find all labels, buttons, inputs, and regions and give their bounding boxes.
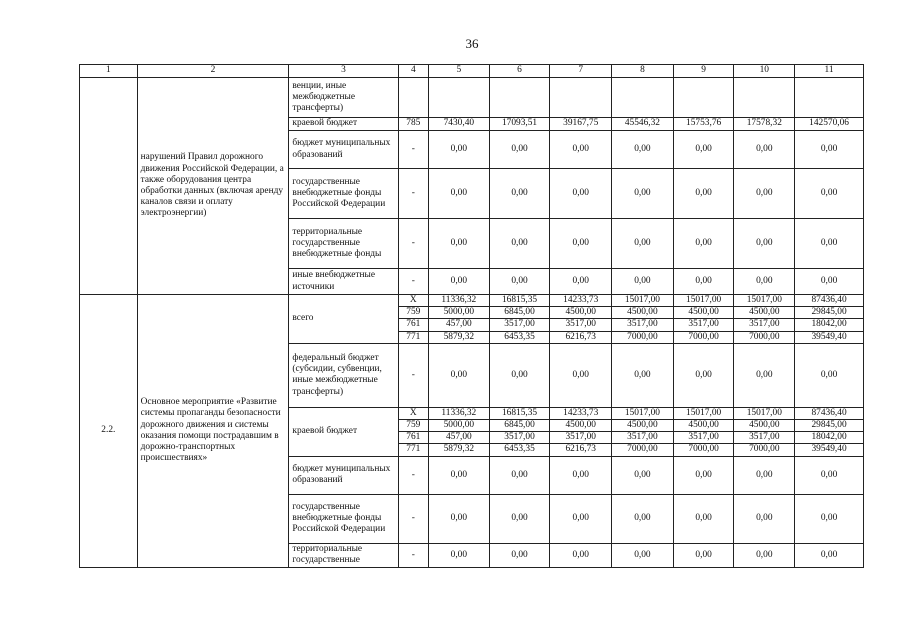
value-cell: 87436,40 [795, 407, 864, 419]
column-number: 11 [795, 65, 864, 78]
value-cell: 6845,00 [489, 420, 550, 432]
funding-source: государственные внебюджетные фонды Российской Федерации [289, 494, 398, 543]
funding-source: иные внебюджетные источники [289, 269, 398, 295]
column-number: 3 [289, 65, 398, 78]
value-cell: 15753,76 [673, 118, 734, 131]
item-description: Основное мероприятие «Развитие системы пропаганды безопасности дорожного движения и системы оказания помощи пострадавшим в дорожно-транспортных происшествиях» [137, 295, 289, 568]
value-cell: 0,00 [734, 269, 795, 295]
value-cell [428, 78, 489, 118]
value-cell: 0,00 [612, 269, 674, 295]
value-cell: 0,00 [734, 343, 795, 407]
value-cell [550, 78, 612, 118]
table-row [80, 295, 864, 307]
value-cell: 0,00 [734, 456, 795, 494]
value-cell: 0,00 [795, 456, 864, 494]
value-cell: 0,00 [734, 219, 795, 269]
value-cell: 0,00 [550, 543, 612, 567]
budget-code: - [398, 494, 428, 543]
budget-code: 771 [398, 444, 428, 456]
value-cell: 3517,00 [489, 432, 550, 444]
value-cell: 0,00 [612, 494, 674, 543]
budget-code: 759 [398, 307, 428, 319]
value-cell: 16815,35 [489, 407, 550, 419]
value-cell: 0,00 [550, 169, 612, 219]
value-cell: 4500,00 [612, 420, 674, 432]
value-cell: 0,00 [428, 494, 489, 543]
budget-code: - [398, 219, 428, 269]
value-cell: 15017,00 [673, 295, 734, 307]
value-cell: 7430,40 [428, 118, 489, 131]
value-cell: 7000,00 [612, 444, 674, 456]
value-cell: 0,00 [428, 543, 489, 567]
value-cell: 6453,35 [489, 331, 550, 343]
value-cell: 0,00 [550, 269, 612, 295]
value-cell: 4500,00 [550, 420, 612, 432]
value-cell [489, 78, 550, 118]
value-cell: 11336,32 [428, 407, 489, 419]
value-cell: 0,00 [795, 269, 864, 295]
value-cell: 29845,00 [795, 307, 864, 319]
funding-source: бюджет муниципальных образований [289, 131, 398, 169]
value-cell: 5000,00 [428, 307, 489, 319]
value-cell: 0,00 [612, 543, 674, 567]
item-description: нарушений Правил дорожного движения Российской Федерации, а также оборудования центра обработки данных (включая аренду каналов связи и оплату электроэнергии) [137, 78, 289, 295]
value-cell: 87436,40 [795, 295, 864, 307]
value-cell: 0,00 [489, 269, 550, 295]
value-cell: 3517,00 [550, 432, 612, 444]
value-cell: 11336,32 [428, 295, 489, 307]
column-number: 2 [137, 65, 289, 78]
value-cell: 0,00 [550, 494, 612, 543]
value-cell: 457,00 [428, 432, 489, 444]
value-cell: 0,00 [734, 543, 795, 567]
value-cell: 6216,73 [550, 331, 612, 343]
value-cell: 7000,00 [673, 331, 734, 343]
value-cell: 17093,51 [489, 118, 550, 131]
value-cell: 4500,00 [734, 420, 795, 432]
value-cell: 0,00 [428, 343, 489, 407]
value-cell: 3517,00 [673, 432, 734, 444]
funding-source: венции, иные межбюджетные трансферты) [289, 78, 398, 118]
value-cell: 14233,73 [550, 407, 612, 419]
column-numbers-row [80, 65, 864, 78]
value-cell [612, 78, 674, 118]
value-cell: 15017,00 [734, 295, 795, 307]
value-cell: 16815,35 [489, 295, 550, 307]
value-cell: 0,00 [489, 219, 550, 269]
value-cell: 0,00 [550, 131, 612, 169]
value-cell: 7000,00 [734, 444, 795, 456]
budget-code [398, 78, 428, 118]
table-row [80, 78, 864, 118]
column-number: 7 [550, 65, 612, 78]
budget-code: - [398, 131, 428, 169]
column-number: 1 [80, 65, 138, 78]
budget-table-body [80, 65, 864, 568]
funding-source: всего [289, 295, 398, 344]
funding-source: бюджет муниципальных образований [289, 456, 398, 494]
value-cell: 0,00 [612, 456, 674, 494]
value-cell: 15017,00 [734, 407, 795, 419]
budget-code: - [398, 456, 428, 494]
value-cell: 0,00 [795, 543, 864, 567]
item-number-cell [80, 78, 138, 295]
value-cell: 4500,00 [734, 307, 795, 319]
value-cell: 0,00 [673, 169, 734, 219]
value-cell: 0,00 [795, 219, 864, 269]
value-cell: 3517,00 [612, 319, 674, 331]
value-cell: 0,00 [673, 456, 734, 494]
page-number: 36 [465, 36, 479, 51]
budget-code: 759 [398, 420, 428, 432]
column-number: 4 [398, 65, 428, 78]
value-cell: 0,00 [550, 456, 612, 494]
value-cell: 0,00 [428, 269, 489, 295]
value-cell: 0,00 [673, 269, 734, 295]
value-cell: 5879,32 [428, 331, 489, 343]
value-cell: 0,00 [795, 494, 864, 543]
funding-source: государственные внебюджетные фонды Российской Федерации [289, 169, 398, 219]
value-cell [734, 78, 795, 118]
value-cell: 0,00 [673, 131, 734, 169]
value-cell: 3517,00 [673, 319, 734, 331]
budget-table [79, 64, 864, 568]
value-cell: 0,00 [612, 131, 674, 169]
value-cell: 142570,06 [795, 118, 864, 131]
value-cell: 457,00 [428, 319, 489, 331]
value-cell: 39549,40 [795, 331, 864, 343]
budget-code: X [398, 295, 428, 307]
value-cell: 0,00 [673, 494, 734, 543]
value-cell: 6845,00 [489, 307, 550, 319]
value-cell: 0,00 [489, 343, 550, 407]
value-cell: 0,00 [489, 543, 550, 567]
value-cell: 7000,00 [612, 331, 674, 343]
funding-source: территориальные государственные внебюджетные фонды [289, 219, 398, 269]
value-cell: 3517,00 [489, 319, 550, 331]
budget-code: 771 [398, 331, 428, 343]
value-cell: 5000,00 [428, 420, 489, 432]
value-cell: 0,00 [489, 456, 550, 494]
budget-code: - [398, 543, 428, 567]
value-cell: 4500,00 [673, 420, 734, 432]
value-cell: 0,00 [795, 169, 864, 219]
value-cell: 0,00 [734, 169, 795, 219]
column-number: 5 [428, 65, 489, 78]
value-cell: 3517,00 [550, 319, 612, 331]
value-cell: 6216,73 [550, 444, 612, 456]
column-number: 8 [612, 65, 674, 78]
value-cell [673, 78, 734, 118]
value-cell: 0,00 [489, 169, 550, 219]
value-cell: 39167,75 [550, 118, 612, 131]
value-cell: 0,00 [673, 543, 734, 567]
value-cell: 7000,00 [734, 331, 795, 343]
budget-code: X [398, 407, 428, 419]
column-number: 6 [489, 65, 550, 78]
value-cell: 15017,00 [612, 295, 674, 307]
value-cell: 4500,00 [612, 307, 674, 319]
value-cell: 14233,73 [550, 295, 612, 307]
budget-code: - [398, 269, 428, 295]
value-cell: 0,00 [612, 219, 674, 269]
value-cell: 6453,35 [489, 444, 550, 456]
value-cell: 0,00 [612, 169, 674, 219]
value-cell: 0,00 [612, 343, 674, 407]
funding-source: краевой бюджет [289, 118, 398, 131]
value-cell: 17578,32 [734, 118, 795, 131]
value-cell: 29845,00 [795, 420, 864, 432]
value-cell: 18042,00 [795, 319, 864, 331]
value-cell: 7000,00 [673, 444, 734, 456]
value-cell: 5879,32 [428, 444, 489, 456]
value-cell: 0,00 [795, 131, 864, 169]
budget-code: 761 [398, 432, 428, 444]
value-cell: 0,00 [734, 494, 795, 543]
value-cell: 0,00 [550, 343, 612, 407]
value-cell: 0,00 [673, 343, 734, 407]
column-number: 10 [734, 65, 795, 78]
value-cell: 0,00 [734, 131, 795, 169]
value-cell: 0,00 [428, 131, 489, 169]
value-cell: 0,00 [795, 343, 864, 407]
value-cell: 15017,00 [673, 407, 734, 419]
value-cell: 0,00 [550, 219, 612, 269]
item-number: 2.2. [80, 295, 138, 568]
value-cell: 0,00 [428, 219, 489, 269]
value-cell: 3517,00 [734, 432, 795, 444]
value-cell: 0,00 [428, 456, 489, 494]
value-cell: 4500,00 [673, 307, 734, 319]
value-cell [795, 78, 864, 118]
value-cell: 39549,40 [795, 444, 864, 456]
value-cell: 3517,00 [612, 432, 674, 444]
column-number: 9 [673, 65, 734, 78]
budget-code: - [398, 169, 428, 219]
value-cell: 0,00 [428, 169, 489, 219]
budget-code: 761 [398, 319, 428, 331]
value-cell: 15017,00 [612, 407, 674, 419]
value-cell: 3517,00 [734, 319, 795, 331]
value-cell: 18042,00 [795, 432, 864, 444]
budget-code: 785 [398, 118, 428, 131]
budget-code: - [398, 343, 428, 407]
value-cell: 4500,00 [550, 307, 612, 319]
value-cell: 0,00 [489, 494, 550, 543]
value-cell: 0,00 [489, 131, 550, 169]
funding-source: территориальные государственные [289, 543, 398, 567]
value-cell: 0,00 [673, 219, 734, 269]
funding-source: федеральный бюджет (субсидии, субвенции, иные межбюджетные трансферты) [289, 343, 398, 407]
value-cell: 45546,32 [612, 118, 674, 131]
funding-source: краевой бюджет [289, 407, 398, 456]
